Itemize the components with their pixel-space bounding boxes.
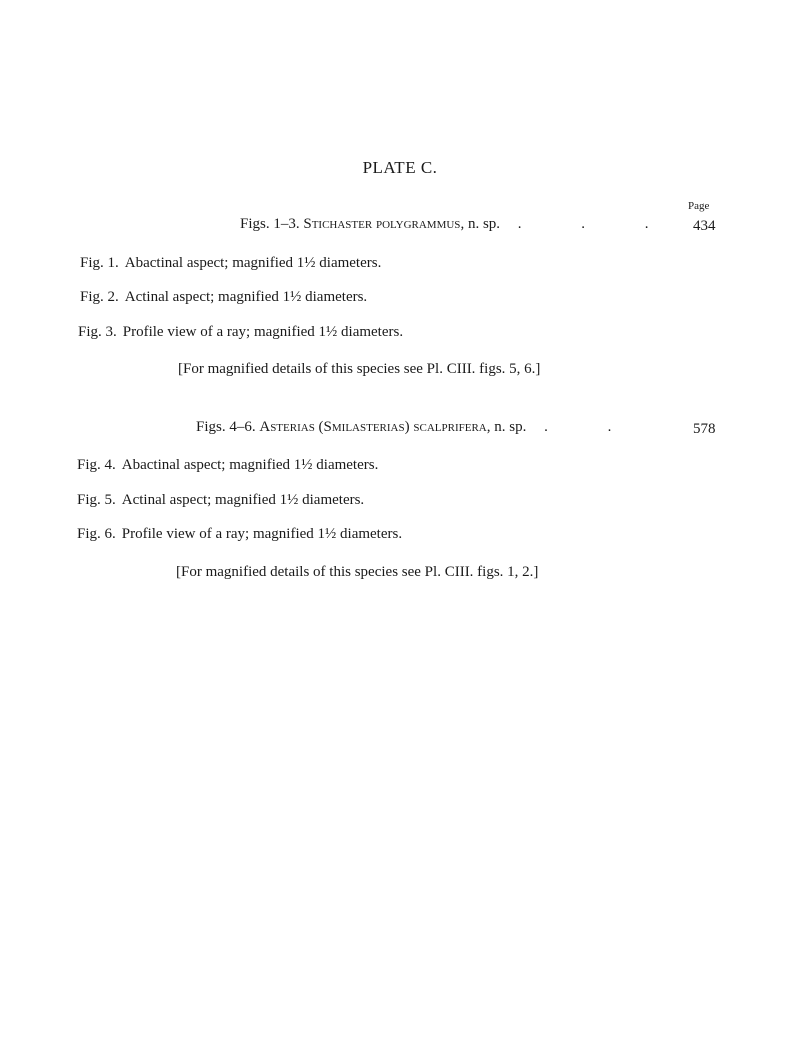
species-suffix: , n. sp.	[486, 419, 527, 435]
figure-label: Fig. 2.	[80, 289, 119, 305]
species-suffix: , n. sp.	[460, 216, 501, 232]
figure-caption-1	[80, 255, 381, 272]
section-heading-1	[240, 216, 677, 233]
figure-label: Fig. 5.	[77, 492, 116, 508]
figs-label: Figs. 4–6.	[196, 419, 256, 435]
figure-text: Profile view of a ray; magnified 1½ diameters.	[121, 526, 403, 542]
dot-leader: . . .	[517, 216, 677, 232]
cross-reference-note-2: [For magnified details of this species see Pl. CIII. figs. 1, 2.]	[176, 564, 539, 580]
figs-label: Figs. 1–3.	[240, 216, 300, 232]
figure-label: Fig. 1.	[80, 255, 119, 271]
figure-label: Fig. 6.	[77, 526, 116, 542]
page-number-2: 578	[693, 421, 716, 437]
page-number-1: 434	[693, 218, 716, 234]
figure-caption-6	[77, 526, 402, 543]
figure-caption-5	[77, 492, 364, 509]
species-name: Stichaster polygrammus	[303, 216, 461, 232]
figure-text: Actinal aspect; magnified 1½ diameters.	[124, 289, 368, 305]
figure-label: Fig. 4.	[77, 457, 116, 473]
figure-caption-4	[77, 457, 378, 474]
figure-caption-2	[80, 289, 367, 306]
plate-title: PLATE C.	[362, 158, 438, 177]
section-heading-2	[196, 419, 639, 436]
figure-text: Profile view of a ray; magnified 1½ diameters.	[122, 324, 404, 340]
figure-text: Abactinal aspect; magnified 1½ diameters.	[124, 255, 382, 271]
figure-label: Fig. 3.	[78, 324, 117, 340]
figure-text: Actinal aspect; magnified 1½ diameters.	[121, 492, 365, 508]
page-column-heading: Page	[688, 200, 710, 212]
figure-caption-3	[78, 324, 403, 341]
dot-leader: . .	[544, 419, 640, 435]
species-name: Asterias (Smilasterias) scalprifera	[259, 419, 487, 435]
figure-text: Abactinal aspect; magnified 1½ diameters.	[121, 457, 379, 473]
cross-reference-note-1: [For magnified details of this species see Pl. CIII. figs. 5, 6.]	[178, 361, 541, 377]
